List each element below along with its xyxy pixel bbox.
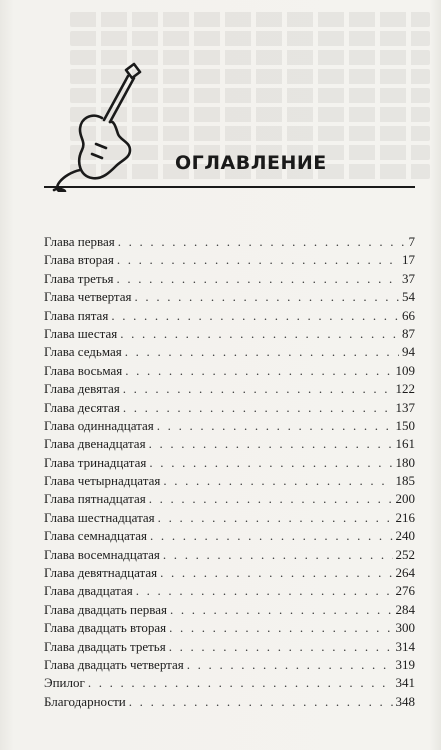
toc-leader-dots <box>118 233 406 251</box>
toc-row <box>44 546 415 564</box>
toc-row <box>44 601 415 619</box>
toc-entry-title: Глава двадцать вторая <box>44 620 167 636</box>
toc-leader-dots <box>170 601 393 619</box>
toc-page-number: 66 <box>402 307 415 323</box>
toc-entry-title: Глава одиннадцатая <box>44 417 154 433</box>
toc-leader-dots <box>123 399 393 417</box>
toc-row <box>44 288 415 306</box>
toc-row <box>44 490 415 508</box>
toc-leader-dots <box>120 325 399 343</box>
toc-entry-title: Глава двадцать третья <box>44 638 166 654</box>
toc-leader-dots <box>163 472 392 490</box>
toc-row <box>44 362 415 380</box>
toc-entry-title: Глава тринадцатая <box>44 454 147 470</box>
toc-page-number: 240 <box>395 528 415 544</box>
table-of-contents <box>44 233 415 711</box>
toc-page-number: 200 <box>395 491 415 507</box>
toc-leader-dots <box>111 307 399 325</box>
toc-leader-dots <box>150 527 392 545</box>
toc-entry-title: Глава двадцать первая <box>44 601 167 617</box>
toc-entry-title: Эпилог <box>44 675 85 691</box>
toc-row <box>44 417 415 435</box>
toc-leader-dots <box>88 674 393 692</box>
toc-page-number: 314 <box>395 638 415 654</box>
toc-page-number: 137 <box>395 399 415 415</box>
toc-page-number: 94 <box>402 344 415 360</box>
toc-leader-dots <box>169 619 392 637</box>
page-title: ОГЛАВЛЕНИЕ <box>175 152 327 174</box>
toc-entry-title: Глава третья <box>44 270 114 286</box>
toc-page-number: 37 <box>402 270 415 286</box>
toc-leader-dots <box>149 454 392 472</box>
toc-entry-title: Глава пятая <box>44 307 109 323</box>
toc-entry-title: Глава девятая <box>44 381 120 397</box>
toc-page-number: 150 <box>395 417 415 433</box>
toc-leader-dots <box>117 251 399 269</box>
toc-row <box>44 270 415 288</box>
toc-entry-title: Глава четырнадцатая <box>44 473 161 489</box>
guitar-icon <box>40 62 150 192</box>
toc-page-number: 216 <box>395 509 415 525</box>
toc-entry-title: Глава семнадцатая <box>44 528 148 544</box>
toc-row <box>44 564 415 582</box>
toc-leader-dots <box>135 288 399 306</box>
toc-row <box>44 527 415 545</box>
toc-row <box>44 638 415 656</box>
toc-row <box>44 380 415 398</box>
toc-entry-title: Глава десятая <box>44 399 120 415</box>
toc-page-number: 284 <box>395 601 415 617</box>
toc-row <box>44 582 415 600</box>
toc-page-number: 180 <box>395 454 415 470</box>
toc-leader-dots <box>149 490 393 508</box>
toc-leader-dots <box>149 435 393 453</box>
toc-row <box>44 233 415 251</box>
toc-entry-title: Глава двадцать четвертая <box>44 656 184 672</box>
toc-page-number: 319 <box>395 656 415 672</box>
toc-entry-title: Глава четвертая <box>44 289 132 305</box>
toc-leader-dots <box>187 656 393 674</box>
toc-entry-title: Глава девятнадцатая <box>44 565 158 581</box>
toc-entry-title: Глава пятнадцатая <box>44 491 146 507</box>
heading-rule <box>44 186 415 188</box>
toc-row <box>44 674 415 692</box>
toc-page-number: 300 <box>395 620 415 636</box>
toc-leader-dots <box>158 509 393 527</box>
toc-row <box>44 693 415 711</box>
toc-leader-dots <box>129 693 393 711</box>
toc-entry-title: Глава вторая <box>44 252 114 268</box>
toc-leader-dots <box>116 270 399 288</box>
toc-row <box>44 509 415 527</box>
toc-row <box>44 619 415 637</box>
toc-leader-dots <box>136 582 393 600</box>
toc-leader-dots <box>169 638 393 656</box>
toc-row <box>44 343 415 361</box>
toc-row <box>44 307 415 325</box>
toc-page-number: 17 <box>402 252 415 268</box>
toc-leader-dots <box>163 546 393 564</box>
toc-row <box>44 454 415 472</box>
toc-row <box>44 656 415 674</box>
toc-page-number: 185 <box>395 473 415 489</box>
toc-entry-title: Глава восьмая <box>44 362 123 378</box>
toc-entry-title: Благодарности <box>44 693 126 709</box>
toc-page-number: 161 <box>395 436 415 452</box>
toc-page-number: 348 <box>395 693 415 709</box>
toc-leader-dots <box>123 380 393 398</box>
toc-page-number: 264 <box>395 565 415 581</box>
toc-row <box>44 399 415 417</box>
toc-row <box>44 435 415 453</box>
toc-page-number: 276 <box>395 583 415 599</box>
toc-entry-title: Глава двадцатая <box>44 583 133 599</box>
toc-page-number: 252 <box>395 546 415 562</box>
toc-page-number: 122 <box>395 381 415 397</box>
toc-entry-title: Глава восемнадцатая <box>44 546 160 562</box>
toc-leader-dots <box>125 343 399 361</box>
toc-entry-title: Глава первая <box>44 234 115 249</box>
toc-page-number: 109 <box>395 362 415 378</box>
toc-page-number: 7 <box>408 234 415 249</box>
toc-entry-title: Глава седьмая <box>44 344 122 360</box>
toc-leader-dots <box>125 362 392 380</box>
toc-entry-title: Глава двенадцатая <box>44 436 146 452</box>
toc-leader-dots <box>160 564 392 582</box>
toc-page-number: 87 <box>402 325 415 341</box>
toc-page-number: 341 <box>395 675 415 691</box>
toc-entry-title: Глава шестнадцатая <box>44 509 155 525</box>
toc-row <box>44 472 415 490</box>
toc-leader-dots <box>157 417 393 435</box>
toc-entry-title: Глава шестая <box>44 325 118 341</box>
toc-page-number: 54 <box>402 289 415 305</box>
toc-row <box>44 325 415 343</box>
toc-row <box>44 251 415 269</box>
